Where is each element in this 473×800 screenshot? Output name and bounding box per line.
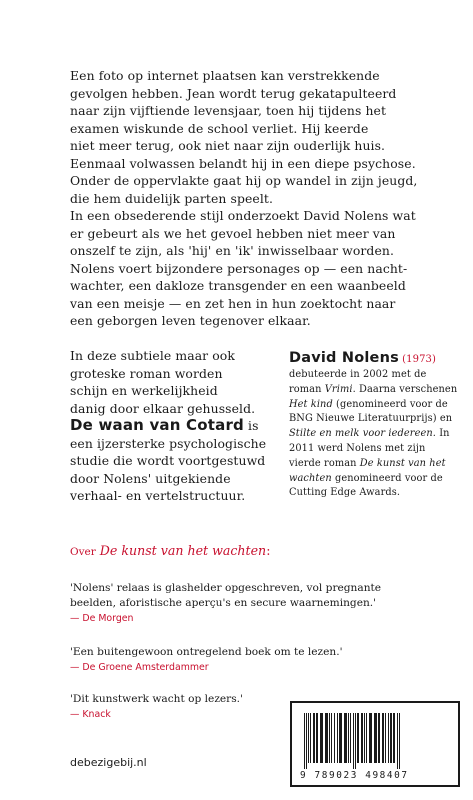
barcode-bar bbox=[388, 713, 389, 763]
barcode-bar bbox=[350, 713, 351, 763]
barcode-bar bbox=[339, 713, 342, 763]
publisher-url: debezigebij.nl bbox=[70, 756, 147, 769]
review-quote: 'Dit kunstwerk wacht op lezers.' — Knack bbox=[70, 692, 470, 722]
barcode-bar bbox=[364, 713, 365, 763]
barcode-bar bbox=[378, 713, 380, 763]
barcode-bar bbox=[320, 713, 323, 763]
barcode-guard bbox=[353, 713, 354, 769]
barcode-guard bbox=[397, 713, 398, 769]
previous-book-title: De kunst van het wachten bbox=[99, 543, 267, 558]
barcode-bar bbox=[348, 713, 349, 763]
barcode-bar bbox=[337, 713, 338, 763]
barcode-bar bbox=[329, 713, 330, 763]
barcode-bar bbox=[385, 713, 386, 763]
barcode bbox=[290, 701, 460, 787]
barcode-guard bbox=[399, 713, 400, 769]
barcode-guard bbox=[304, 713, 305, 769]
review-quote: 'Nolens' relaas is glashelder opgeschreven, vol pregnante beelden, aforistische aperçu's en secure waarnemingen.' — De Morgen bbox=[70, 581, 470, 626]
barcode-guard bbox=[355, 713, 356, 769]
barcode-bar bbox=[325, 713, 328, 763]
barcode-bar bbox=[390, 713, 392, 763]
barcode-bar bbox=[366, 713, 367, 763]
barcode-bar bbox=[382, 713, 384, 763]
author-name: David Nolens bbox=[289, 350, 399, 366]
barcode-bar bbox=[313, 713, 315, 763]
barcode-bar bbox=[310, 713, 311, 763]
barcode-bar bbox=[334, 713, 335, 763]
barcode-bars bbox=[302, 713, 448, 769]
barcode-bar bbox=[331, 713, 332, 763]
review-quote: 'Een buitengewoon ontregelend boek om te lezen.' — De Groene Amsterdammer bbox=[70, 645, 470, 675]
barcode-bar bbox=[308, 713, 309, 763]
review-source: — De Morgen bbox=[70, 613, 134, 624]
blurb-paragraph-3: In deze subtiele maar ook groteske roman worden schijn en werkelijkheid danig door elkaar gehusseld. De waan van Cotard is een ijzersterke psychologische studie die wordt voortgestuwd door Nolens' uitgekiende verhaal- en vertelstructuur. bbox=[70, 348, 267, 503]
blurb-paragraph-1: Een foto op internet plaatsen kan verstrekkende gevolgen hebben. Jean wordt terug gekatapulteerd naar zijn vijftiende levensjaar, toen hij tijdens het examen wiskunde de school verliet. Hij keerde niet meer terug, ook niet naar zijn ouderlijk huis. Eenmaal volwassen belandt hij in een diepe psychose. Onder de oppervlakte gaat hij op wandel in zijn jeugd, die hem duidelijk parten speelt. bbox=[70, 68, 418, 206]
barcode-bar bbox=[369, 713, 372, 763]
book-title: De waan van Cotard bbox=[70, 416, 244, 434]
author-bio: David Nolens (1973) debuteerde in 2002 met de roman Vrimi. Daarna verschenen Het kind (genomineerd voor de BNG Nieuwe Literatuurprijs) en Stilte en melk voor iedereen. In 2011 werd Nolens met zijn vierde roman De kunst van het wachten genomineerd voor de Cutting Edge Awards. bbox=[289, 350, 458, 499]
barcode-bar bbox=[316, 713, 318, 763]
isbn-number: 9 789023 498407 bbox=[300, 770, 409, 781]
author-years: (1973) bbox=[402, 354, 437, 365]
over-heading: Over De kunst van het wachten: bbox=[70, 543, 271, 558]
barcode-bar bbox=[374, 713, 377, 763]
blurb-paragraph-2: In een obsederende stijl onderzoekt David Nolens wat er gebeurt als we het gevoel hebben niet meer van onszelf te zijn, als 'hij' en 'ik' inwisselbaar worden. Nolens voert bijzondere personages op — een nacht- wachter, een dakloze transgender en een waanbeeld van een meisje — en zet hen in hun zoektocht naar een geborgen leven tegenover elkaar. bbox=[70, 208, 416, 328]
review-source: — De Groene Amsterdammer bbox=[70, 662, 209, 673]
blurb-text bbox=[70, 67, 430, 330]
barcode-bar bbox=[361, 713, 363, 763]
barcode-guard bbox=[306, 713, 307, 769]
barcode-bar bbox=[393, 713, 395, 763]
barcode-bar bbox=[344, 713, 347, 763]
review-source: — Knack bbox=[70, 709, 111, 720]
barcode-bar bbox=[357, 713, 359, 763]
